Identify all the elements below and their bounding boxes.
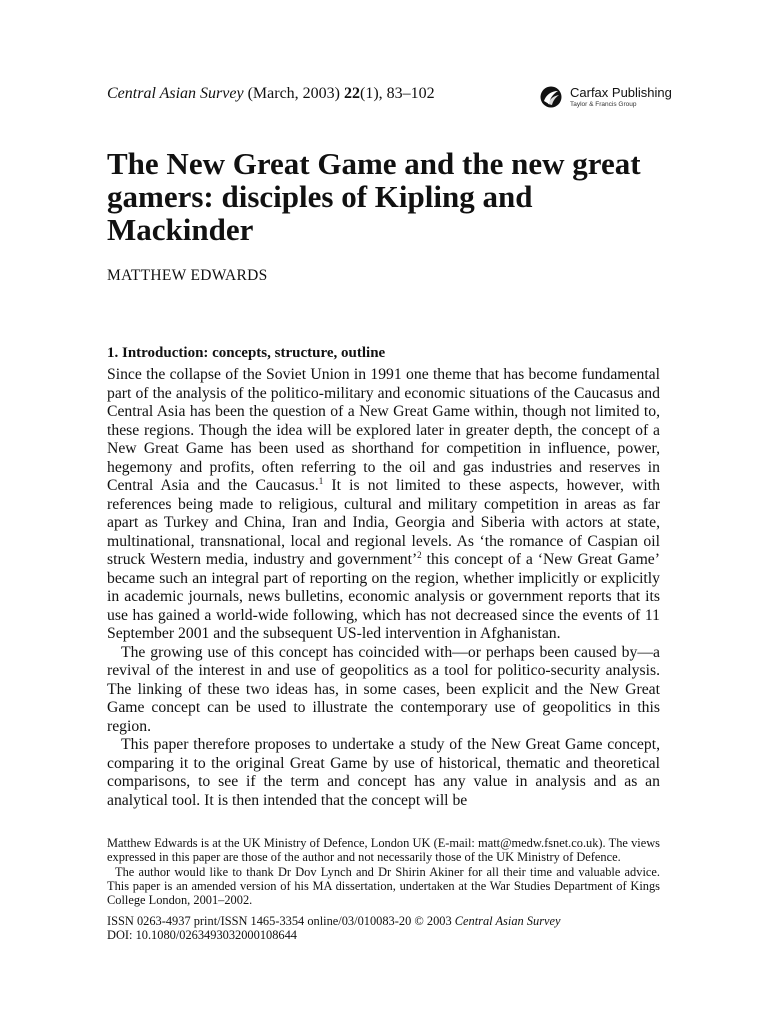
article-title: The New Great Game and the new great gamers: disciples of Kipling and Mackinder: [107, 146, 641, 247]
identifiers: [107, 914, 561, 943]
issn-line: ISSN 0263-4937 print/ISSN 1465-3354 online/03/010083-20 © 2003 Central Asian Survey: [107, 914, 561, 928]
author-name: MATTHEW EDWARDS: [107, 267, 268, 284]
issue-pages: (1), 83–102: [360, 85, 435, 102]
publisher-group: Taylor & Francis Group: [570, 101, 637, 108]
issue-date: (March, 2003): [247, 85, 340, 102]
journal-citation: [107, 84, 435, 104]
footnote-ref-2: 2: [417, 549, 422, 560]
body-text: [107, 366, 660, 810]
carfax-logo-icon: [540, 86, 562, 108]
doi-line: DOI: 10.1080/0263493032000108644: [107, 928, 297, 943]
author-affiliation: Matthew Edwards is at the UK Ministry of Defence, London UK (E-mail: matt@medw.fsnet.co.uk). The views expressed in this paper are those of the author and not necessarily those of the UK Ministry of Defence.: [107, 836, 660, 865]
volume-number: 22: [344, 85, 360, 102]
acknowledgements: The author would like to thank Dr Dov Lynch and Dr Shirin Akiner for all their time and valuable advice. This paper is an amended version of his MA dissertation, undertaken at the War Studies Department of Kings College London, 2001–2002.: [107, 864, 660, 908]
author-footnote: [107, 836, 660, 907]
section-heading: 1. Introduction: concepts, structure, outline: [107, 345, 386, 361]
publisher-logo: [540, 80, 680, 114]
paragraph-1: Since the collapse of the Soviet Union in 1991 one theme that has become fundamental part of the analysis of the politico-military and economic situations of the Caucasus and Central Asia has been the question of a New Great Game within, though not limited to, these regions. Though the idea will be explored later in greater depth, the concept of a New Great Game has been used as shorthand for competition in influence, power, hegemony and profits, often referring to the oil and gas industries and reserves in Central Asia and the Caucasus.$^1$ It is not limited to these aspects, however, with references being made to religious, cultural and military competition in areas as far apart as Turkey and China, Iran and India, Georgia and Siberia with actors at state, multinational, transnational, local and regional levels. As ‘the romance of Caspian oil struck Western media, industry and government’$^2$ this concept of a ‘New Great Game’ became such an integral part of reporting on the region, whether implicitly or explicitly in academic journals, news bulletins, economic analysis or government reports that its use has gained a world-wide following, which has not decreased since the events of 11 September 2001 and the subsequent US-led intervention in Afghanistan.: [107, 366, 660, 642]
paragraph-2: The growing use of this concept has coincided with—or perhaps been caused by—a revival of the interest in and use of geopolitics as a tool for politico-security analysis. The linking of these two ideas has, in some cases, been explicit and the New Great Game concept can be used to illustrate the contemporary use of geopolitics in this region.: [107, 643, 660, 735]
footnote-ref-1: 1: [318, 475, 324, 486]
publisher-name: Carfax Publishing: [570, 85, 672, 100]
journal-name: Central Asian Survey: [107, 85, 244, 102]
paragraph-3: This paper therefore proposes to undertake a study of the New Great Game concept, comparing it to the original Great Game by use of historical, thematic and theoretical comparisons, to see if the term and concept has any value in analysis and as an analytical tool. It is then intended that the concept will be: [107, 736, 660, 809]
